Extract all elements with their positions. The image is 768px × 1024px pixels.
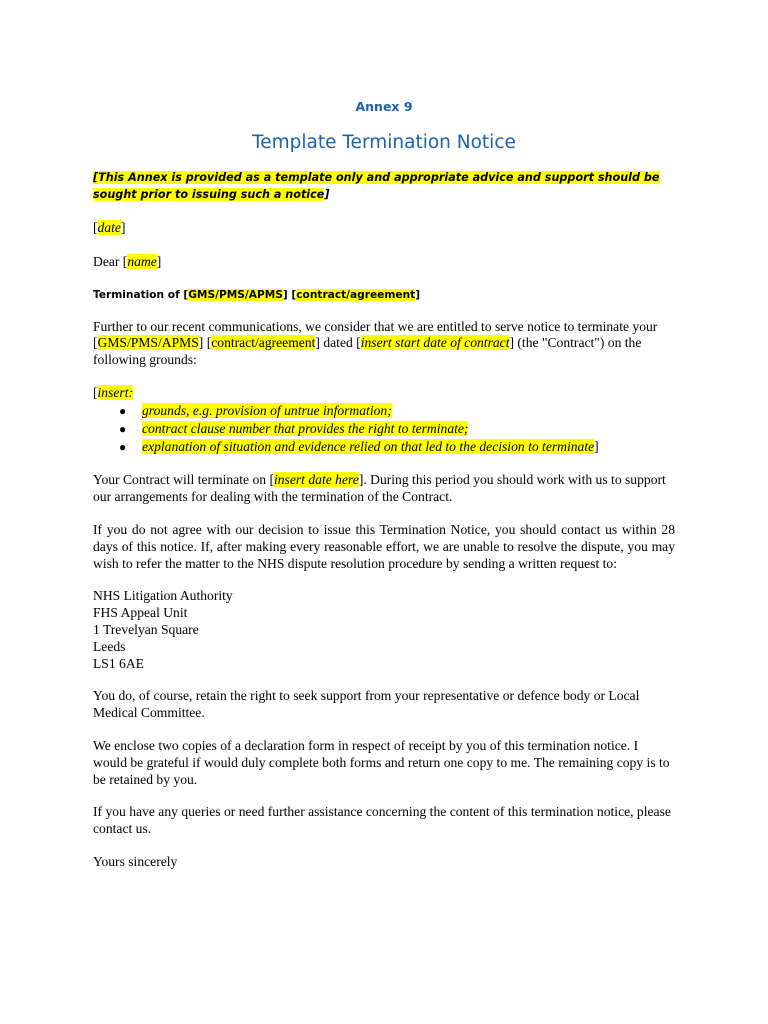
subject-middle: ] [ bbox=[282, 288, 297, 301]
paragraph-dispute: If you do not agree with our decision to issue this Termination Notice, you should contact us within 28 days of this notice. If, after making every reasonable effort, we are unable to resolve the dispute, you may wish to refer the matter to the NHS dispute resolution procedure by sending a written request to: bbox=[93, 521, 675, 571]
subject-line bbox=[93, 287, 675, 303]
address-line: NHS Litigation Authority bbox=[93, 588, 233, 604]
paragraph-queries: If you have any queries or need further assistance concerning the content of this termination notice, please contact us. bbox=[93, 804, 671, 837]
address-line: 1 Trevelyan Square bbox=[93, 621, 199, 637]
subject-prefix: Termination of [ bbox=[93, 288, 189, 301]
document-title: Template Termination Notice bbox=[252, 132, 516, 153]
date-line: [date] bbox=[93, 220, 126, 235]
bullet-icon: ● bbox=[119, 403, 127, 418]
grounds-open-bracket: [ bbox=[93, 384, 98, 400]
grounds-block bbox=[93, 385, 675, 456]
para1-text-1: Further to our recent communications, we consider that we are entitled to serve notice to terminate your [ bbox=[93, 318, 658, 351]
list-item bbox=[93, 438, 675, 456]
para1-start-date-placeholder: insert start date of contract bbox=[360, 335, 510, 351]
document-body bbox=[93, 96, 675, 871]
salutation-prefix: Dear [ bbox=[93, 253, 128, 269]
paragraph-termination-date bbox=[93, 472, 675, 506]
intro-close-bracket: ] bbox=[324, 187, 330, 201]
subject-agreement: contract/agreement bbox=[296, 288, 416, 301]
paragraph-support: You do, of course, retain the right to seek support from your representative or defence body or Local Medical Committee. bbox=[93, 688, 640, 721]
salutation-suffix: ] bbox=[156, 253, 162, 269]
address-block bbox=[93, 588, 675, 672]
grounds-item-text: contract clause number that provides the right to terminate; bbox=[142, 420, 469, 436]
salutation bbox=[93, 254, 675, 271]
para1-text-3: ] dated [ bbox=[315, 335, 361, 351]
bullet-icon: ● bbox=[119, 440, 127, 455]
grounds-list bbox=[93, 402, 675, 457]
intro-open-bracket: [ bbox=[93, 171, 99, 184]
annex-label: Annex 9 bbox=[355, 99, 413, 114]
name-placeholder: name bbox=[127, 253, 157, 269]
paragraph-declaration: We enclose two copies of a declaration form in respect of receipt by you of this termination notice. I would be grateful if would duly complete both forms and return one copy to me. The remaining copy is to be retained by you. bbox=[93, 737, 670, 787]
bullet-icon: ● bbox=[119, 421, 127, 436]
grounds-close-bracket: ] bbox=[594, 439, 599, 455]
intro-note-text: This Annex is provided as a template only and appropriate advice and support should be sought prior to issuing such a notice bbox=[93, 171, 660, 201]
para2-text-2: ]. During this period you should work with us to support our arrangements for dealing with the termination of the Contract. bbox=[93, 472, 666, 505]
list-item bbox=[93, 402, 675, 420]
grounds-insert-label: insert: bbox=[97, 384, 134, 400]
para1-contract-type: GMS/PMS/APMS bbox=[97, 335, 199, 351]
subject-suffix: ] bbox=[415, 288, 421, 301]
intro-note bbox=[93, 170, 675, 203]
paragraph-grounds-intro bbox=[93, 319, 675, 369]
para1-text-4: ] (the "Contract") on the following grounds: bbox=[93, 335, 642, 368]
para2-text-1: Your Contract will terminate on [ bbox=[93, 472, 274, 488]
para1-agreement: contract/agreement bbox=[211, 335, 316, 351]
address-line: Leeds bbox=[93, 638, 126, 654]
grounds-item-text: grounds, e.g. provision of untrue information; bbox=[142, 402, 392, 418]
termination-date-placeholder: insert date here bbox=[273, 472, 359, 488]
subject-contract-type: GMS/PMS/APMS bbox=[188, 288, 283, 301]
date-placeholder: date bbox=[97, 220, 121, 235]
closing-line: Yours sincerely bbox=[93, 853, 178, 869]
grounds-item-text: explanation of situation and evidence relied on that led to the decision to terminate bbox=[142, 439, 595, 455]
address-line: LS1 6AE bbox=[93, 655, 144, 671]
list-item bbox=[93, 420, 675, 438]
para1-text-2: ] [ bbox=[198, 335, 212, 351]
address-line: FHS Appeal Unit bbox=[93, 605, 188, 621]
grounds-insert-line bbox=[93, 385, 675, 402]
